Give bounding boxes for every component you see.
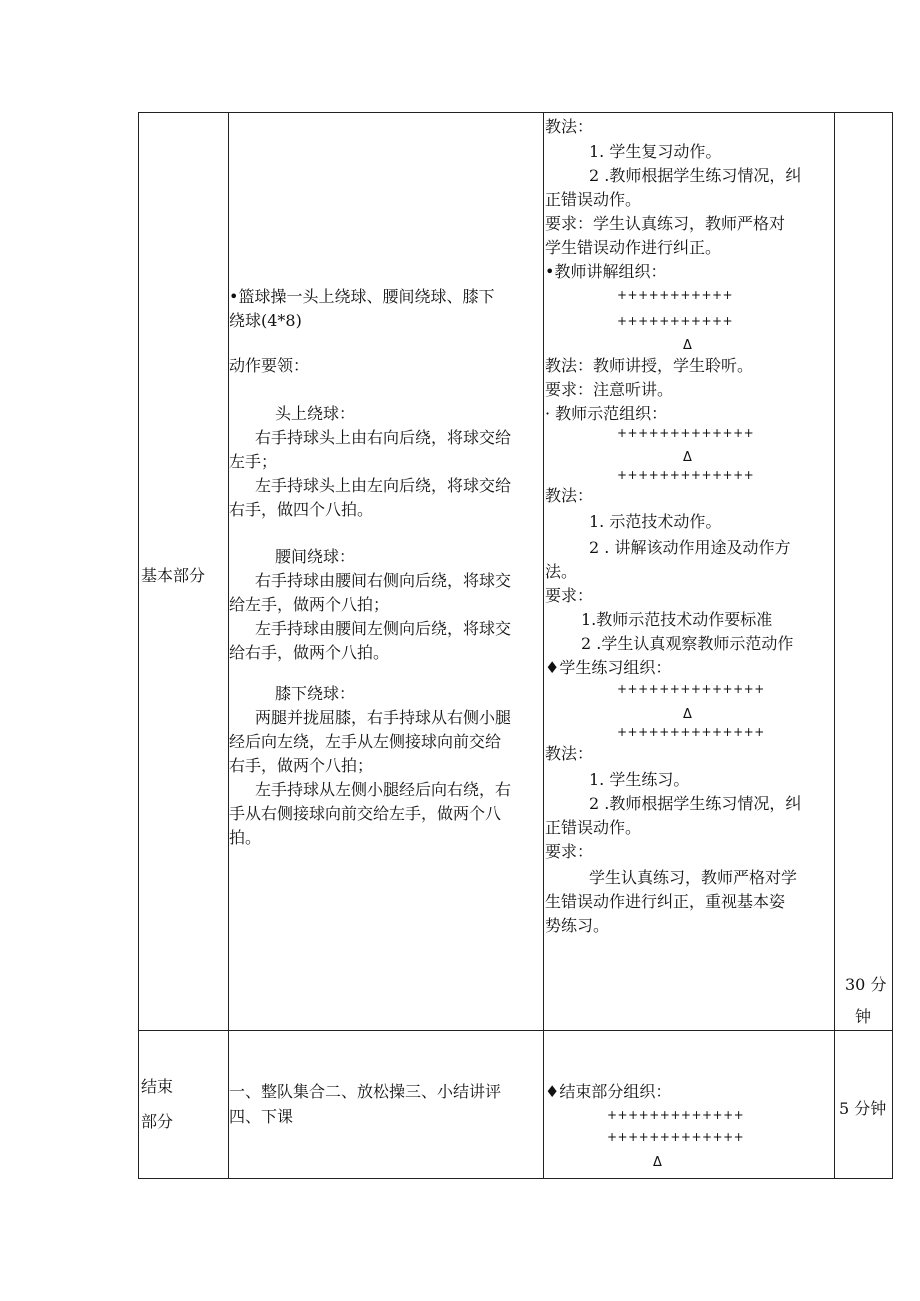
section-name-end-line2: 部分 <box>141 1112 174 1131</box>
time-end: 5 分钟 <box>839 1099 887 1118</box>
time-basic-line2: 钟 <box>855 1007 872 1026</box>
waist-line: 给左手，做两个八拍； <box>229 595 390 614</box>
end-content-line1: 一、整队集合二、放松操三、小结讲评 <box>229 1082 502 1101</box>
table-border-bottom <box>138 1178 893 1179</box>
method-line: 学生认真练习，教师严格对学 <box>589 868 798 887</box>
formation-row: ++++++++++++++ <box>617 725 765 739</box>
method-line: 2 .教师根据学生练习情况，纠 <box>589 166 802 185</box>
method-line: 1. 示范技术动作。 <box>589 512 722 531</box>
waist-line: 给右手，做两个八拍。 <box>229 643 390 662</box>
method-line: 要求：注意听讲。 <box>545 380 674 399</box>
waist-line: 右手持球由腰间右侧向后绕，将球交 <box>255 571 512 590</box>
lesson-plan-table <box>138 112 893 1179</box>
end-content-line2: 四、下课 <box>229 1107 294 1126</box>
knee-line: 拍。 <box>229 828 262 847</box>
formation-row: +++++++++++++ <box>607 1108 745 1122</box>
method-line: 2 .学生认真观察教师示范动作 <box>581 634 794 653</box>
method-line: 教法：教师讲授，学生聆听。 <box>545 356 754 375</box>
method-line: 法。 <box>545 562 578 581</box>
formation-row: +++++++++++++ <box>617 426 755 440</box>
method-line: ♦学生练习组织： <box>545 658 672 677</box>
method-line: · 教师示范组织： <box>545 404 668 423</box>
method-line: 要求： <box>545 842 594 861</box>
method-line: 2 .教师根据学生练习情况，纠 <box>589 794 802 813</box>
method-line: 势练习。 <box>545 916 610 935</box>
teacher-position-icon: Δ <box>683 450 692 465</box>
formation-row: +++++++++++++ <box>617 468 755 482</box>
method-line: 教法： <box>545 117 594 136</box>
section-name-end-line1: 结束 <box>141 1077 174 1096</box>
knee-line: 两腿并拢屈膝，右手持球从右侧小腿 <box>255 708 512 727</box>
table-border-top <box>138 112 893 113</box>
overhead-line: 右手持球头上由右向后绕，将球交给 <box>255 428 512 447</box>
knee-line: 左手持球从左侧小腿经后向右绕，右 <box>255 780 512 799</box>
knee-line: 右手，做两个八拍； <box>229 756 374 775</box>
method-line: 正错误动作。 <box>545 190 642 209</box>
formation-row: +++++++++++++ <box>607 1130 745 1144</box>
method-line: 教法： <box>545 486 594 505</box>
teacher-position-icon: Δ <box>683 338 692 353</box>
overhead-heading: 头上绕球： <box>275 404 356 423</box>
formation-row: +++++++++++ <box>617 288 734 302</box>
waist-line: 左手持球由腰间左侧向后绕，将球交 <box>255 619 512 638</box>
essentials-label: 动作要领： <box>229 356 310 375</box>
method-line: •教师讲解组织： <box>545 262 667 281</box>
overhead-line: 左手； <box>229 452 278 471</box>
time-basic-line1: 30 分 <box>845 975 887 994</box>
teacher-position-icon: Δ <box>683 707 692 722</box>
row-divider <box>138 1030 893 1031</box>
waist-heading: 腰间绕球： <box>275 547 356 566</box>
table-border-right <box>892 112 893 1179</box>
overhead-line: 右手，做四个八拍。 <box>229 500 374 519</box>
overhead-line: 左手持球头上由左向后绕，将球交给 <box>255 476 512 495</box>
end-organization-label: ♦结束部分组织： <box>545 1082 672 1101</box>
formation-row: ++++++++++++++ <box>617 682 765 696</box>
method-line: 要求：学生认真练习，教师严格对 <box>545 214 786 233</box>
column-divider-2 <box>543 112 544 1179</box>
table-border-left <box>138 112 139 1179</box>
method-line: 生错误动作进行纠正，重视基本姿 <box>545 892 786 911</box>
method-line: 正错误动作。 <box>545 818 642 837</box>
knee-line: 手从右侧接球向前交给左手，做两个八 <box>229 804 502 823</box>
content-title-line2: 绕球(4*8) <box>229 311 302 330</box>
content-title-line1: •篮球操一头上绕球、腰间绕球、膝下 <box>229 287 495 306</box>
knee-line: 经后向左绕，左手从左侧接球向前交给 <box>229 732 502 751</box>
method-line: 教法： <box>545 744 594 763</box>
method-line: 1. 学生练习。 <box>589 770 690 789</box>
column-divider-3 <box>834 112 835 1179</box>
method-line: 学生错误动作进行纠正。 <box>545 238 722 257</box>
section-name-basic: 基本部分 <box>141 566 206 585</box>
formation-row: +++++++++++ <box>617 314 734 328</box>
method-line: 要求： <box>545 586 594 605</box>
method-line: 1. 学生复习动作。 <box>589 142 722 161</box>
method-line: 1.教师示范技术动作要标准 <box>581 610 773 629</box>
knee-heading: 膝下绕球： <box>275 684 356 703</box>
method-line: 2 . 讲解该动作用途及动作方 <box>589 538 791 557</box>
teacher-position-icon: Δ <box>653 1155 662 1170</box>
